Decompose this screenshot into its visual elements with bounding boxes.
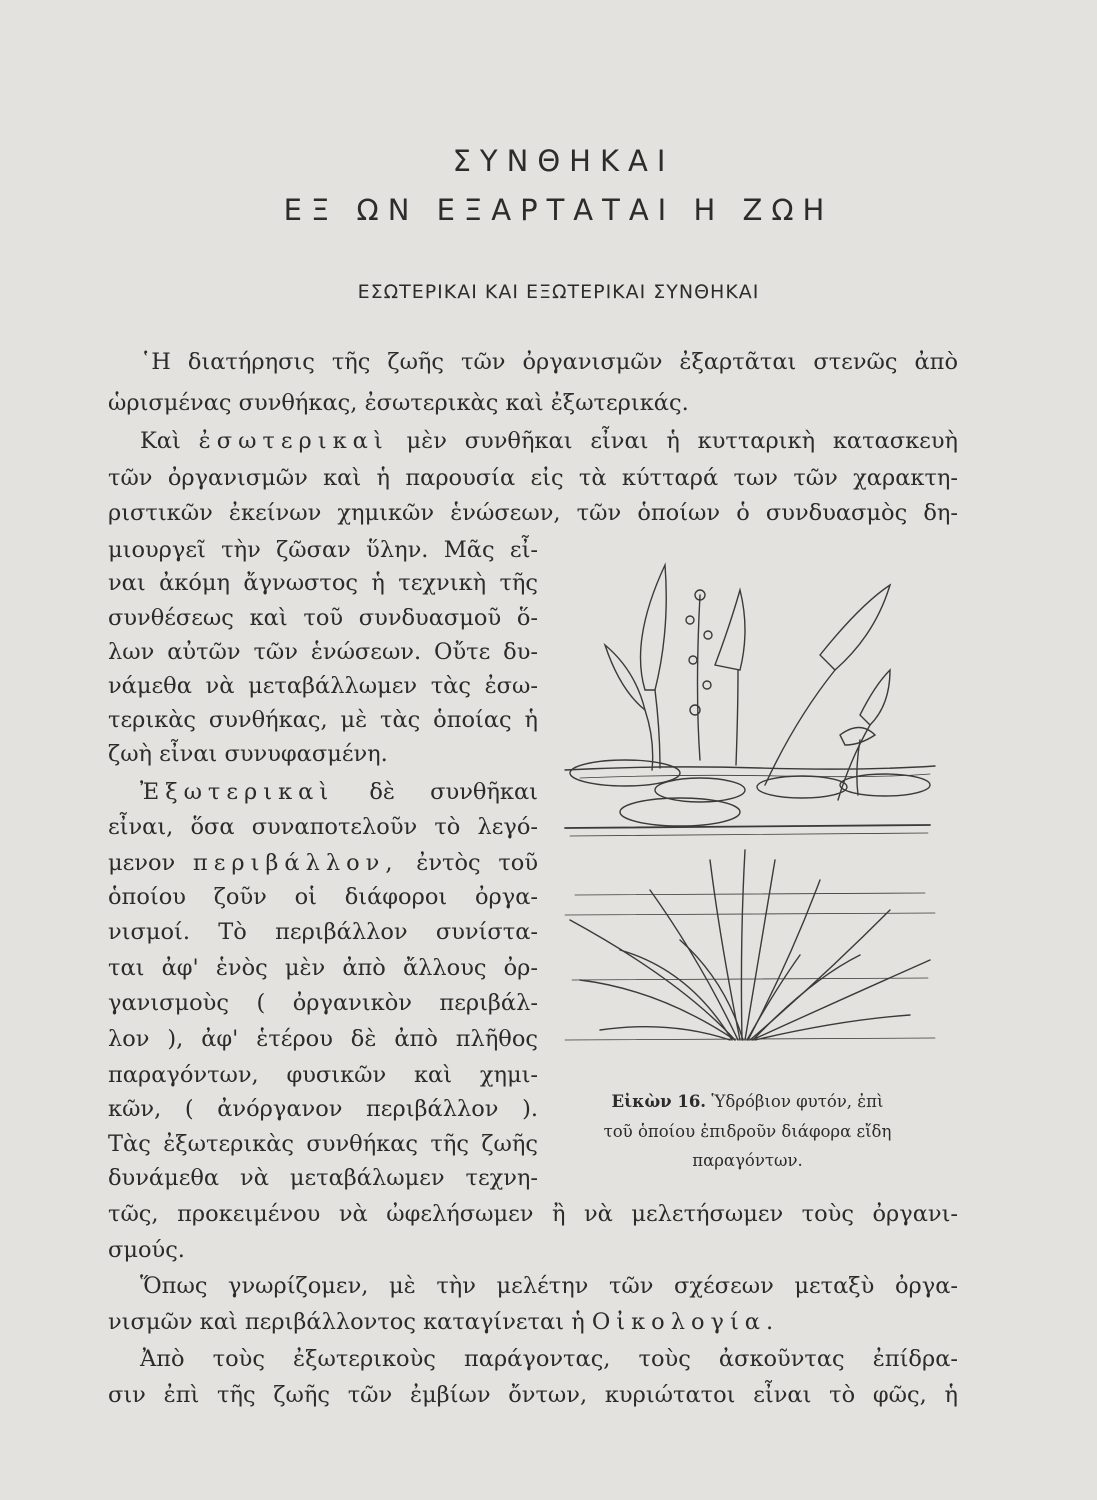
body-line: [108, 850, 538, 876]
body-text: δὲ συνθῆκαι: [369, 779, 539, 805]
spaced-term: Ἐξωτερικαὶ: [140, 779, 335, 805]
body-line: συνθέσεως καὶ τοῦ συνδυασμοῦ ὅ-: [108, 605, 538, 631]
body-line: τερικὰς συνθήκας, μὲ τὰς ὁποίας ἡ: [108, 707, 538, 733]
body-line: δυνάμεθα νὰ μεταβάλωμεν τεχνη-: [108, 1165, 538, 1191]
body-line: [108, 1309, 958, 1335]
figure-caption-line3: παραγόντων.: [692, 1151, 803, 1170]
body-line: παραγόντων, φυσικῶν καὶ χημι-: [108, 1062, 538, 1088]
body-text: νισμῶν καὶ περιβάλλοντος καταγίνεται ἡ: [108, 1309, 585, 1335]
body-line: νάμεθα νὰ μεταβάλλωμεν τὰς ἐσω-: [108, 673, 538, 699]
body-text: μὲν συνθῆκαι εἶναι ἡ κυτταρικὴ κατασκευὴ: [406, 428, 959, 454]
body-line: γανισμοὺς ( ὀργανικὸν περιβάλ-: [108, 990, 538, 1016]
body-line: ριστικῶν ἐκείνων χημικῶν ἑνώσεων, τῶν ὁποίων ὁ συνδυασμὸς δη-: [108, 500, 958, 526]
body-line: σμούς.: [108, 1237, 185, 1263]
body-line: σιν ἐπὶ τῆς ζωῆς τῶν ἐμβίων ὄντων, κυριώτατοι εἶναι τὸ φῶς, ἡ: [108, 1382, 958, 1408]
body-line: εἶναι, ὅσα συναποτελοῦν τὸ λεγό-: [108, 814, 538, 840]
body-line: [140, 779, 538, 805]
body-line: νισμοί. Τὸ περιβάλλον συνίστα-: [108, 919, 538, 945]
body-line: ῾Η διατήρησις τῆς ζωῆς τῶν ὀργανισμῶν ἐξαρτᾶται στενῶς ἀπὸ: [140, 349, 958, 375]
body-line: τῶς, προκειμένου νὰ ὠφελήσωμεν ἢ νὰ μελετήσωμεν τοὺς ὀργανι-: [108, 1201, 958, 1227]
figure-caption-line2: τοῦ ὁποίου ἐπιδροῦν διάφορα εἴδη: [603, 1122, 892, 1141]
aquatic-plant-illustration: [560, 560, 940, 1060]
body-line: ναι ἀκόμη ἄγνωστος ἡ τεχνικὴ τῆς: [108, 570, 538, 596]
spaced-term: Οἰκολογία.: [591, 1309, 780, 1335]
figure-label: Εἰκὼν 16.: [611, 1092, 707, 1111]
spaced-term: περιβάλλον,: [192, 850, 399, 876]
body-line: ται ἀφ' ἑνὸς μὲν ἀπὸ ἄλλους ὀρ-: [108, 955, 538, 981]
body-line: μιουργεῖ τὴν ζῶσαν ὕλην. Μᾶς εἶ-: [108, 537, 538, 563]
body-line: κῶν, ( ἀνόργανον περιβάλλον ).: [108, 1096, 538, 1122]
body-text: ἐντὸς τοῦ: [416, 850, 538, 876]
body-line: ὁποίου ζοῦν οἱ διάφοροι ὀργα-: [108, 884, 538, 910]
chapter-title-line1: ΣΥΝΘΗΚΑΙ: [452, 144, 675, 178]
figure-caption-line1: [555, 1092, 940, 1111]
body-line: Ἀπὸ τοὺς ἐξωτερικοὺς παράγοντας, τοὺς ἀσκοῦντας ἐπίδρα-: [140, 1346, 958, 1372]
body-text: Καὶ: [140, 428, 181, 454]
body-line: λον ), ἀφ' ἑτέρου δὲ ἀπὸ πλῆθος: [108, 1026, 538, 1052]
body-line: ὡρισμένας συνθήκας, ἐσωτερικὰς καὶ ἐξωτερικάς.: [108, 390, 689, 416]
body-text: μενον: [108, 850, 176, 876]
body-line: τῶν ὀργανισμῶν καὶ ἡ παρουσία εἰς τὰ κύτταρά των τῶν χαρακτη-: [108, 465, 958, 491]
caption-text: Ὑδρόβιον φυτόν, ἐπὶ: [711, 1092, 884, 1111]
body-line: Τὰς ἐξωτερικὰς συνθήκας τῆς ζωῆς: [108, 1131, 538, 1157]
body-line: λων αὐτῶν τῶν ἑνώσεων. Οὔτε δυ-: [108, 639, 538, 665]
section-subtitle: ΕΣΩΤΕΡΙΚΑΙ ΚΑΙ ΕΞΩΤΕΡΙΚΑΙ ΣΥΝΘΗΚΑΙ: [357, 281, 760, 303]
body-line: ζωὴ εἶναι συνυφασμένη.: [108, 741, 388, 767]
body-line: [140, 428, 958, 454]
body-line: Ὅπως γνωρίζομεν, μὲ τὴν μελέτην τῶν σχέσεων μεταξὺ ὀργα-: [140, 1273, 958, 1299]
spaced-term: ἐσωτερικαὶ: [198, 428, 389, 454]
chapter-title-line2: ΕΞ ΩΝ ΕΞΑΡΤΑΤΑΙ Η ΖΩΗ: [283, 193, 834, 227]
